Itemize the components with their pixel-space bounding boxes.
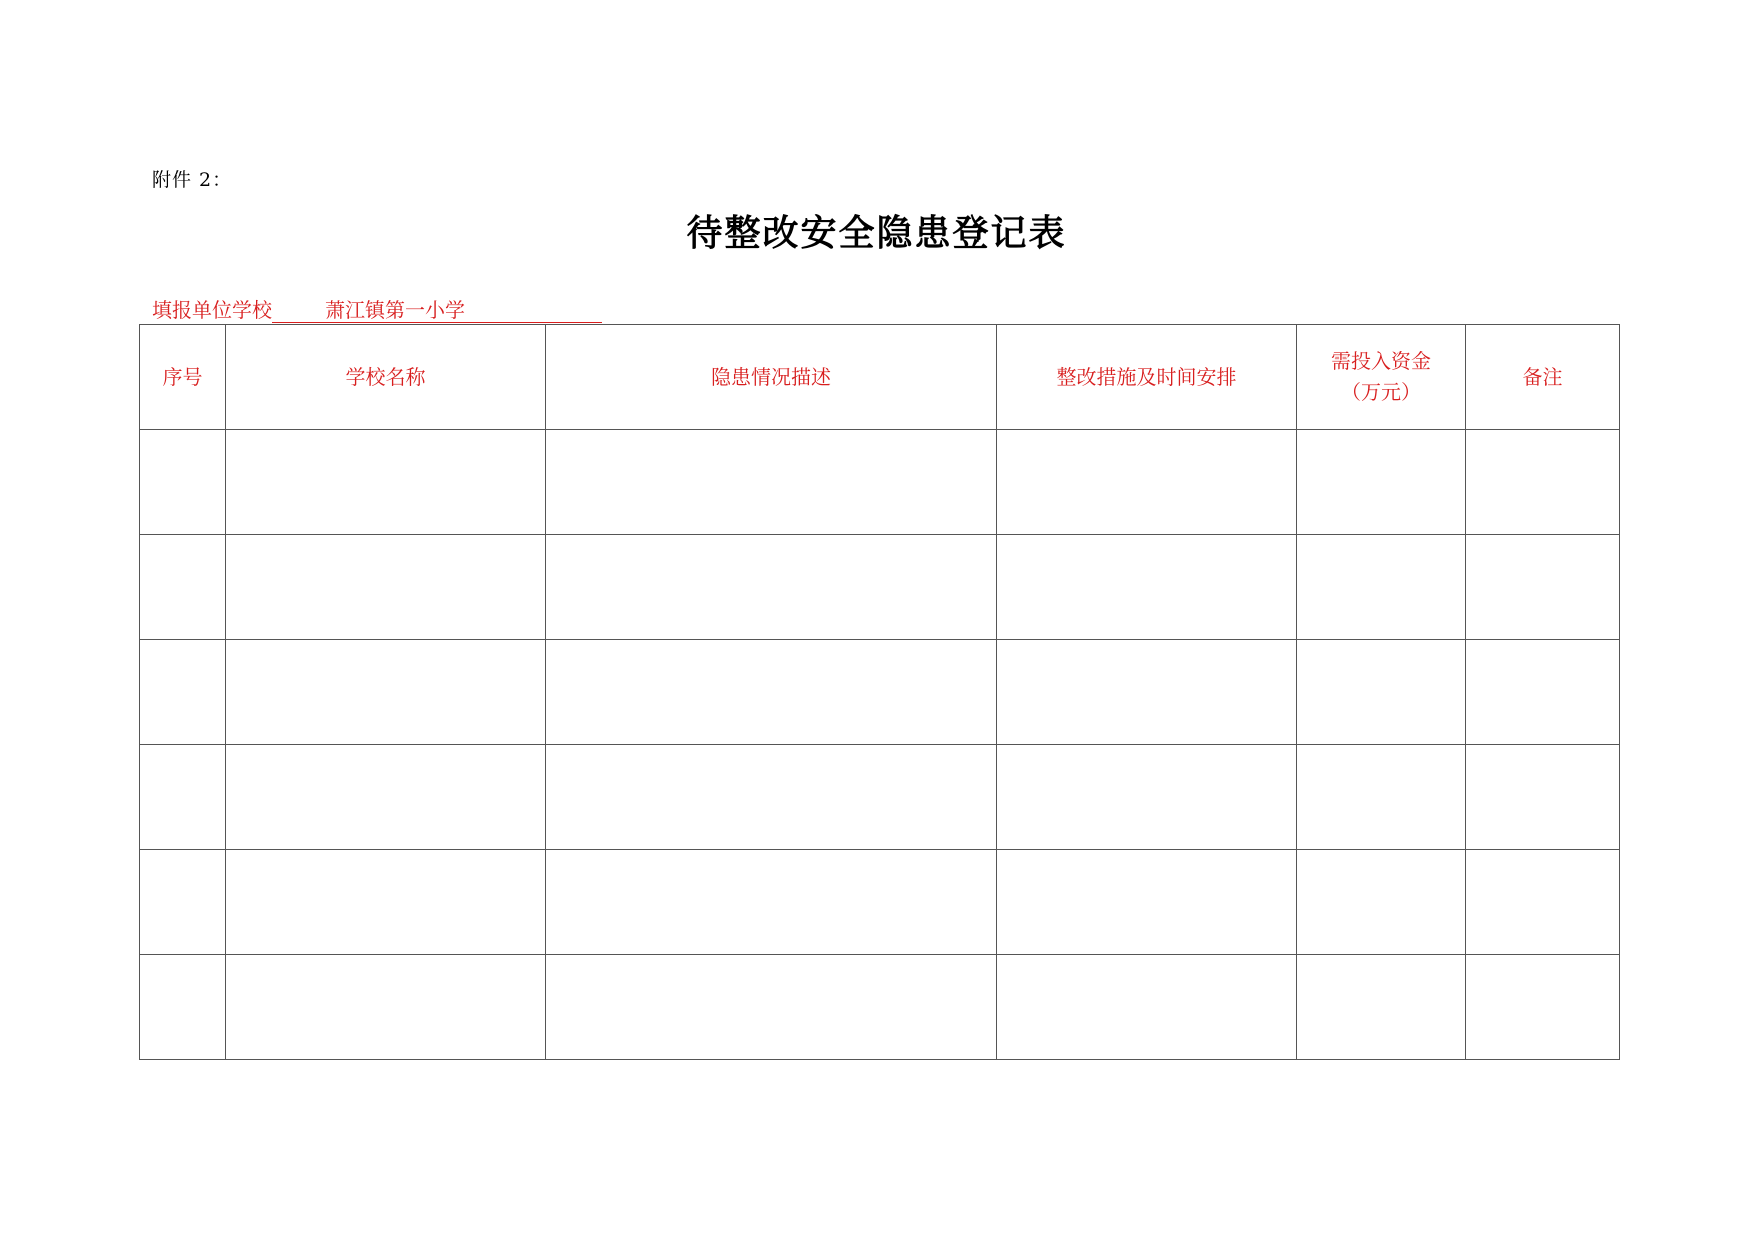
cell-hazard-description[interactable] [546,745,997,850]
reporting-unit-label: 填报单位学校 [152,298,272,322]
cell-funds[interactable] [1297,535,1466,640]
cell-funds[interactable] [1297,955,1466,1060]
cell-remarks[interactable] [1466,955,1620,1060]
header-school-name: 学校名称 [226,325,546,430]
table-row [140,535,1620,640]
attachment-label: 附件 2： [152,169,233,191]
cell-hazard-description[interactable] [546,430,997,535]
cell-hazard-description[interactable] [546,955,997,1060]
table-row [140,955,1620,1060]
header-funds-line2: （万元） [1341,380,1421,404]
cell-hazard-description[interactable] [546,850,997,955]
header-rectification: 整改措施及时间安排 [997,325,1297,430]
cell-seq[interactable] [140,430,226,535]
reporting-unit-line [152,294,602,323]
reporting-unit-value: 萧江镇第一小学 [272,298,602,323]
document-title: 待整改安全隐患登记表 [686,212,1067,254]
cell-remarks[interactable] [1466,850,1620,955]
cell-hazard-description[interactable] [546,640,997,745]
cell-rectification[interactable] [997,535,1297,640]
cell-funds[interactable] [1297,745,1466,850]
cell-school-name[interactable] [226,640,546,745]
cell-seq[interactable] [140,955,226,1060]
table-row [140,745,1620,850]
cell-remarks[interactable] [1466,535,1620,640]
cell-school-name[interactable] [226,430,546,535]
cell-rectification[interactable] [997,850,1297,955]
cell-remarks[interactable] [1466,640,1620,745]
cell-school-name[interactable] [226,850,546,955]
cell-funds[interactable] [1297,850,1466,955]
cell-school-name[interactable] [226,745,546,850]
table-header-row [140,325,1620,430]
header-remarks: 备注 [1466,325,1620,430]
cell-rectification[interactable] [997,955,1297,1060]
cell-seq[interactable] [140,535,226,640]
cell-rectification[interactable] [997,640,1297,745]
cell-school-name[interactable] [226,535,546,640]
cell-seq[interactable] [140,745,226,850]
cell-school-name[interactable] [226,955,546,1060]
table-row [140,430,1620,535]
cell-hazard-description[interactable] [546,535,997,640]
cell-funds[interactable] [1297,640,1466,745]
cell-rectification[interactable] [997,745,1297,850]
table-row [140,640,1620,745]
cell-funds[interactable] [1297,430,1466,535]
cell-seq[interactable] [140,850,226,955]
header-hazard-description: 隐患情况描述 [546,325,997,430]
cell-remarks[interactable] [1466,430,1620,535]
cell-rectification[interactable] [997,430,1297,535]
hazard-register-table [139,324,1620,1060]
cell-remarks[interactable] [1466,745,1620,850]
cell-seq[interactable] [140,640,226,745]
header-funds [1297,325,1466,430]
table-row [140,850,1620,955]
header-seq: 序号 [140,325,226,430]
header-funds-line1: 需投入资金 [1331,349,1431,373]
